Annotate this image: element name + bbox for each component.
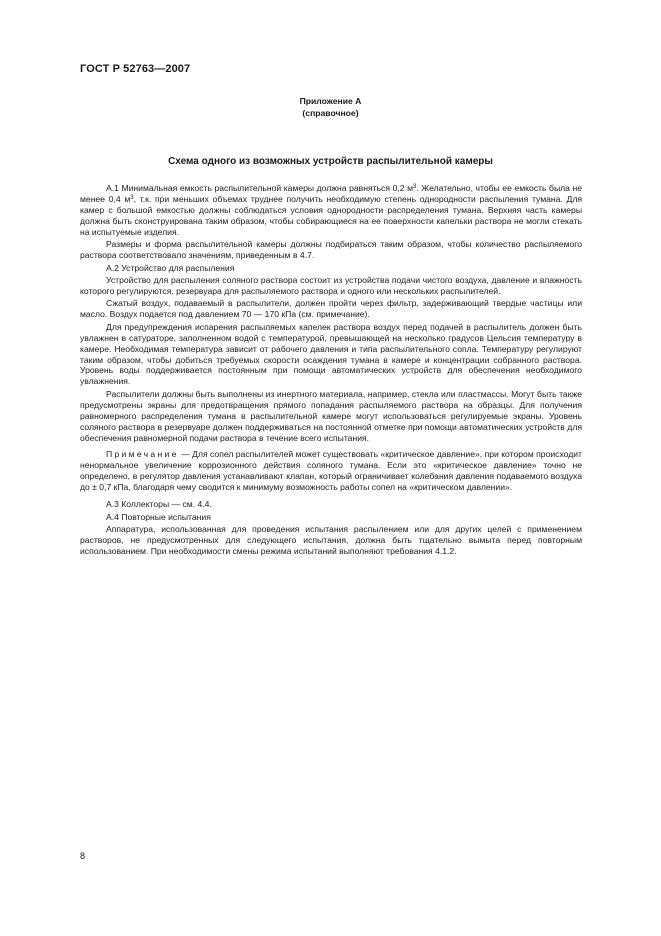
paragraph-size-shape: Размеры и форма распылительной камеры должны подбираться таким образом, чтобы количество распыляемого раствора соответствовало значениям, приведенным в 4.7. xyxy=(80,239,582,261)
document-code: ГОСТ Р 52763—2007 xyxy=(80,63,191,75)
paragraph-a3: А.3 Коллекторы — см. 4.4. xyxy=(106,499,212,510)
paragraph-retest: Аппаратура, использованная для проведения испытания распылением или для других целей с применением растворов, не предусмотренных для следующего испытания, должна быть тщательно вымыта перед повторным использованием. При необходимости смены режима испытаний выполняют требования 4.1.2. xyxy=(80,524,582,556)
appendix-kind: (справочное) xyxy=(302,107,359,118)
heading-a2: А.2 Устройство для распыления xyxy=(106,262,235,273)
note-label: Примечание xyxy=(106,449,179,460)
page-number: 8 xyxy=(80,851,86,861)
paragraph-humidify: Для предупреждения испарения распыляемых капелек раствора воздух перед подачей в распылитель должен быть увлажнен в сатураторе, заполненном водой с температурой, превышающей на несколько градусов Цельсия температуру в камере. Необходимая температура зависит от рабочего давления и типа распылительного сопла. Температуру регулируют таким образом, чтобы добиться требуемых скорости осаждения тумана в камере и концентрации собранного раствора. Уровень воды поддерживается постоянным при помощи автоматических устройств для обеспечения необходимого увлажнения. xyxy=(80,321,582,387)
paragraph-a1-part2: . Желательно, чтобы ее емкость была не менее 0,4 м xyxy=(80,183,583,204)
body-text xyxy=(80,183,582,558)
paragraph-a1-part3: , т.к. при меньших объемах труднее получить необходимую степень однородности распыления тумана. Для камер с большой емкостью должны соблюдаться условия однородности распределения тумана. Верхняя часть камеры должна быть сконструирована таким образом, чтобы собирающиеся на ее поверхности капельки раствора не могли стекать на испытуемые изделия. xyxy=(80,193,582,237)
appendix-heading xyxy=(0,96,661,119)
note-text: — Для сопел распылителей может существовать «критическое давление», при котором происходит ненормальное увеличение коррозионного действия соляного тумана. Если это «критическое давление» точно не определено, в регулятор давления устанавливают клапан, который ограничивает колебания давления подаваемого воздуха до ± 0,7 кПа, благодаря чему сводится к минимуму возможность работы сопел на «критическом давлении». xyxy=(80,449,582,493)
note xyxy=(80,449,582,493)
paragraph-sprayers: Распылители должны быть выполнены из инертного материала, например, стекла или пластмассы. Могут быть также предусмотрены экраны для предотвращения прямого попадания распыляемого раствора на образцы. Для получения равномерного распределения тумана в распылительной камере могут использоваться регулируемые экраны. Уровень соляного раствора в резервуаре должен поддерживаться на постоянной отметке при помощи автоматических устройств для обеспечения равномерной подачи раствора в течение всего испытания. xyxy=(80,388,582,443)
paragraph-device: Устройство для распыления соляного раствора состоит из устройства подачи чистого воздуха, давление и влажность которого регулируются, резервуара для распыляемого раствора и одного или нескольких распылителей. xyxy=(80,275,582,296)
section-title: Схема одного из возможных устройств распылительной камеры xyxy=(168,156,493,167)
superscript-cubic: 3 xyxy=(413,183,417,190)
appendix-label: Приложение А xyxy=(299,96,362,106)
paragraph-a1-part1: А.1 Минимальная емкость распылительной камеры должна равняться 0,2 м xyxy=(106,183,413,193)
paragraph-a1 xyxy=(80,183,582,238)
superscript-cubic: 3 xyxy=(130,194,134,201)
heading-a4: А.4 Повторные испытания xyxy=(106,511,211,522)
paragraph-air: Сжатый воздух, подаваемый в распылители, должен пройти через фильтр, задерживающий твердые частицы или масло. Воздух подается под давлением 70 — 170 кПа (см. примечание). xyxy=(80,298,582,320)
